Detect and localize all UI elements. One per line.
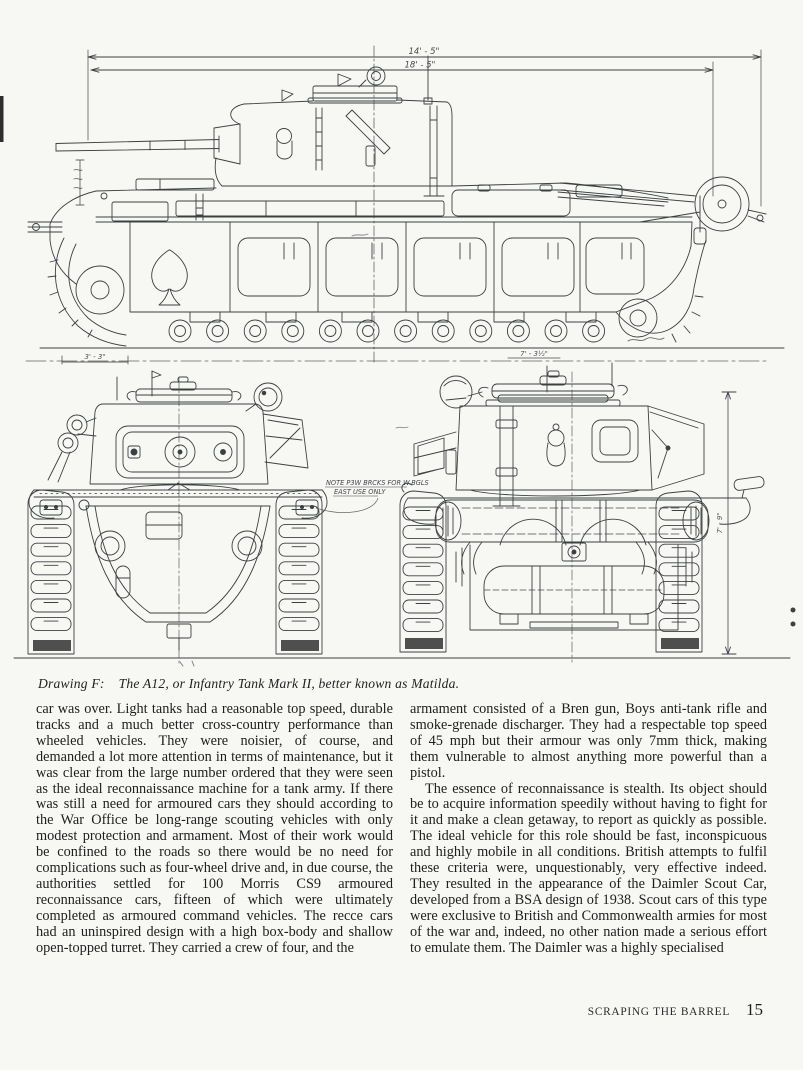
front-view (28, 371, 327, 666)
right-column (410, 702, 767, 957)
svg-text:NOTE P3W BRCKS FOR W.BGLS: NOTE P3W BRCKS FOR W.BGLS (326, 479, 429, 487)
front-right-track-links (279, 506, 319, 631)
figure-caption (38, 676, 758, 692)
left-column (36, 702, 393, 957)
dimension-label-height: 7' - 9" (716, 512, 724, 534)
rear-left-track-links (403, 507, 443, 632)
spade-cutout (152, 250, 188, 305)
scan-artifact (0, 96, 4, 142)
draughtsman-signature (628, 338, 664, 341)
page-number: 15 (746, 1000, 763, 1019)
road-wheels (169, 320, 605, 342)
side-view (26, 46, 784, 364)
rear-view (396, 363, 796, 662)
handwritten-note (316, 479, 429, 513)
paragraph: The essence of reconnaissance is stealth. Its object should be to acquire information speedily without having to fight for it and make a clean getaway, to report as quickly as possible. The ideal vehicle for this role should be fast, inconspicuous and highly mobile in all conditions. British attempts to fulfil these criteria were, unquestionably, very effective indeed. They resulted in the appearance of the Daimler Scout Car, developed from a BSA design of 1938. Scout cars of this type were exclusive to British and Commonwealth armies for most of the war and, indeed, no other nation made a serious effort to emulate them. The Daimler was a highly specialised (410, 780, 767, 956)
front-left-track-links (31, 506, 71, 631)
dimension-label-front-lower: 3' - 3" (84, 353, 106, 361)
paragraph: car was over. Light tanks had a reasonable top speed, durable tracks and a much better cross-country performance than wheeled vehicles. They were noisier, of course, and demanded a lot more attention in terms of maintenance, but it was clear from the large number ordered that they were seen as the ideal reconnaissance machine for a tank army. If there was still a need for armoured cars they should according to the War Office be long-range scouting vehicles with only modest protection and armament. Most of their work would be confined to the roads so there would be no need for complications such as four-wheel drive and, in due course, the authorities settled for 100 Morris CS9 armoured reconnaissance cars, fifteen of which were ultimately completed as armoured command vehicles. The recce cars had an uninspired design with a high box-body and shallow open-topped turret. They carried a crew of four, and the (36, 701, 393, 956)
page-footer (588, 1000, 763, 1020)
dimension-label-length-outer: 18' - 5" (404, 60, 436, 71)
figure-caption-text: The A12, or Infantry Tank Mark II, better known as Matilda. (118, 676, 460, 691)
svg-text:EAST USE ONLY: EAST USE ONLY (334, 488, 386, 496)
rear-right-track-links (659, 507, 699, 632)
running-head: SCRAPING THE BARREL (587, 1006, 730, 1018)
body-text (36, 702, 767, 957)
paragraph: armament consisted of a Bren gun, Boys anti-tank rifle and smoke-grenade discharger. They had a respectable top speed of 45 mph but their armour was only 7mm thick, making them vulnerable to almost anything more powerful than a pistol. (410, 701, 767, 781)
dimension-label-rear-lower: 7' - 3½" (520, 350, 548, 358)
figure-caption-label: Drawing F: (38, 676, 105, 691)
dimension-label-length-inner: 14' - 5" (408, 47, 440, 57)
